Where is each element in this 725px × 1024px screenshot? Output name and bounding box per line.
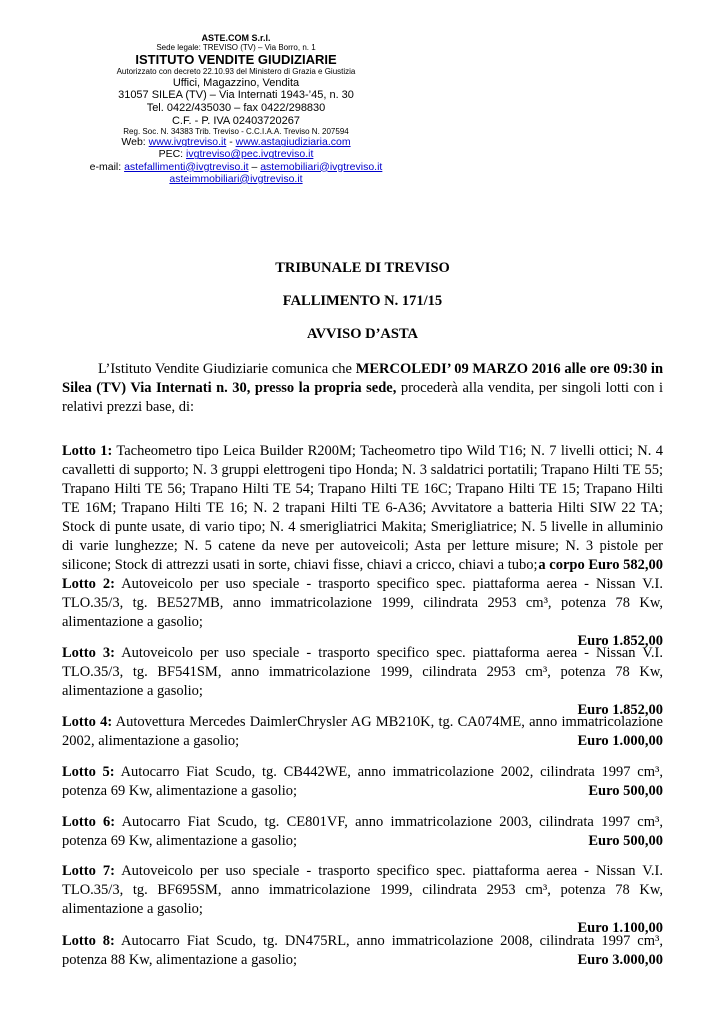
email-link-fallimenti[interactable]: astefallimenti@ivgtreviso.it bbox=[124, 160, 249, 173]
lot-6 bbox=[62, 813, 663, 851]
lot-8 bbox=[62, 932, 663, 970]
intro-post: procederà alla vendita, per singoli lotti con i relativi prezzi base, di: bbox=[62, 380, 663, 415]
lot-5 bbox=[62, 763, 663, 801]
lot-2-label: Lotto 2: bbox=[62, 576, 115, 592]
address: 31057 SILEA (TV) – Via Internati 1943-’45, n. 30 bbox=[118, 89, 354, 102]
lot-8-label: Lotto 8: bbox=[62, 933, 115, 949]
lot-4-price: Euro 1.000,00 bbox=[577, 733, 663, 749]
lot-7-price: Euro 1.100,00 bbox=[577, 920, 663, 936]
web-separator: - bbox=[229, 136, 233, 149]
lot-1-description: Tacheometro tipo Leica Builder R200M; Tacheometro tipo Wild T16; N. 7 livelli ottici; N. 4 cavalletti di supporto; N. 3 gruppi elettrogeni tipo Honda; N. 3 saldatrici portatili; Trapano Hilti TE 55; Trapano Hilti TE 56; Trapano Hilti TE 54; Trapano Hilti TE 16C; Trapano Hilti TE 15; Trapano Hilti TE 16M; Trapano Hilti TE 16; N. 2 trapani Hilti TE 6-A36; Avvitatore a batteria Hilti SIW 22 TA; Stock di punte usate, di vario tipo; N. 4 smerigliatrici Makita; Smerigliatrice; N. 5 livelle in alluminio di varie lunghezze; N. 5 catene da neve per autoveicoli; Asta per letture misure; N. 3 pistole per silicone; Stock di attrezzi usati in sorte, chiavi fisse, chiavi a cricco, chiavi a tubo; bbox=[62, 443, 663, 573]
web-label: Web: bbox=[121, 136, 146, 149]
lot-7-description: Autoveicolo per uso speciale - trasporto specifico spec. piattaforma aerea - Nissan V.I. TLO.35/3, tg. BF695SM, anno immatricolazione 1999, cilindrata 2953 cm³, potenza 78 Kw, alimentazione a gasolio; bbox=[62, 863, 663, 917]
lot-2-description: Autoveicolo per uso speciale - trasporto specifico spec. piattaforma aerea - Nissan V.I. TLO.35/3, tg. BE527MB, anno immatricolazione 1999, cilindrata 2953 cm³, potenza 78 Kw, alimentazione a gasolio; bbox=[62, 576, 663, 630]
notice-title: AVVISO D’ASTA bbox=[306, 326, 419, 342]
lot-6-description: Autocarro Fiat Scudo, tg. CE801VF, anno immatricolazione 2003, cilindrata 1997 cm³, potenza 69 Kw, alimentazione a gasolio; bbox=[62, 814, 663, 849]
intro-paragraph bbox=[62, 360, 663, 417]
email-label: e-mail: bbox=[89, 160, 122, 173]
email-link-mobiliari[interactable]: astemobiliari@ivgtreviso.it bbox=[260, 160, 383, 173]
lot-5-description: Autocarro Fiat Scudo, tg. CB442WE, anno immatricolazione 2002, cilindrata 1997 cm³, potenza 69 Kw, alimentazione a gasolio; bbox=[62, 764, 663, 799]
lot-4-label: Lotto 4: bbox=[62, 714, 113, 730]
authorization: Autorizzato con decreto 22.10.93 del Ministero di Grazia e Giustizia bbox=[116, 67, 356, 77]
lot-4-description: Autovettura Mercedes DaimlerChrysler AG MB210K, tg. CA074ME, anno immatricolazione 2002, alimentazione a gasolio; bbox=[62, 714, 663, 749]
legal-seat: Sede legale: TREVISO (TV) – Via Borro, n. 1 bbox=[156, 43, 316, 53]
lot-5-price: Euro 500,00 bbox=[588, 783, 663, 799]
email-line-2 bbox=[40, 173, 432, 185]
tax-code: C.F. - P. IVA 02403720267 bbox=[171, 114, 301, 127]
lot-6-label: Lotto 6: bbox=[62, 814, 116, 830]
lot-6-price: Euro 500,00 bbox=[588, 833, 663, 849]
case-title: FALLIMENTO N. 171/15 bbox=[282, 293, 443, 309]
phone: Tel. 0422/435030 – fax 0422/298830 bbox=[146, 101, 326, 114]
lot-2-price: Euro 1.852,00 bbox=[577, 633, 663, 649]
lot-5-label: Lotto 5: bbox=[62, 764, 115, 780]
intro-pre: L’Istituto Vendite Giudiziarie comunica che bbox=[98, 361, 352, 377]
pec-link[interactable]: ivgtreviso@pec.ivgtreviso.it bbox=[186, 148, 314, 161]
lot-3 bbox=[62, 644, 663, 720]
email-link-immobiliari[interactable]: asteimmobiliari@ivgtreviso.it bbox=[169, 172, 303, 185]
lot-1-price: a corpo Euro 582,00 bbox=[538, 557, 663, 573]
lot-1-label: Lotto 1: bbox=[62, 443, 113, 459]
intro-date-place: MERCOLEDI’ 09 MARZO 2016 alle ore 09:30 in Silea (TV) Via Internati n. 30, presso la propria sede, bbox=[62, 361, 664, 396]
pec-line bbox=[40, 148, 432, 160]
web-line bbox=[40, 136, 432, 148]
lot-8-description: Autocarro Fiat Scudo, tg. DN475RL, anno immatricolazione 2008, cilindrata 1997 cm³, potenza 88 Kw, alimentazione a gasolio; bbox=[62, 933, 663, 968]
lot-7 bbox=[62, 862, 663, 938]
offices: Uffici, Magazzino, Vendita bbox=[172, 76, 300, 89]
registry: Reg. Soc. N. 34383 Trib. Treviso - C.C.I.A.A. Treviso N. 207594 bbox=[123, 127, 349, 137]
web-link-ivgtreviso[interactable]: www.ivgtreviso.it bbox=[148, 136, 227, 149]
lot-3-label: Lotto 3: bbox=[62, 645, 115, 661]
letterhead bbox=[40, 33, 432, 185]
email-separator: – bbox=[251, 160, 258, 173]
lot-1 bbox=[62, 442, 663, 575]
lot-2 bbox=[62, 575, 663, 651]
lot-8-price: Euro 3.000,00 bbox=[577, 952, 663, 968]
lot-4 bbox=[62, 713, 663, 751]
web-link-astagiudiziaria[interactable]: www.astagiudiziaria.com bbox=[235, 136, 351, 149]
company-name: ASTE.COM S.r.l. bbox=[201, 33, 271, 43]
lot-3-description: Autoveicolo per uso speciale - trasporto specifico spec. piattaforma aerea - Nissan V.I. TLO.35/3, tg. BF541SM, anno immatricolazione 1999, cilindrata 2953 cm³, potenza 78 Kw, alimentazione a gasolio; bbox=[62, 645, 663, 699]
lot-3-price: Euro 1.852,00 bbox=[577, 702, 663, 718]
institute-name: ISTITUTO VENDITE GIUDIZIARIE bbox=[135, 51, 337, 67]
email-line bbox=[40, 161, 432, 173]
lot-7-label: Lotto 7: bbox=[62, 863, 115, 879]
pec-label: PEC: bbox=[158, 148, 184, 161]
court-title: TRIBUNALE DI TREVISO bbox=[275, 260, 450, 276]
